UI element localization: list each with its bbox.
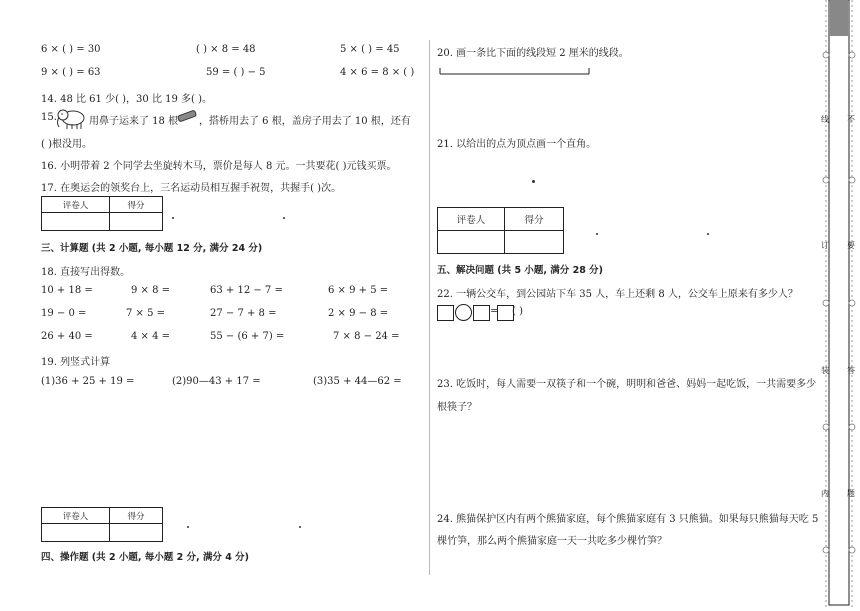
question-21: 21. 以给出的点为顶点画一个直角。 bbox=[437, 139, 597, 150]
given-line-segment bbox=[439, 66, 591, 76]
equals-sign: = bbox=[490, 306, 499, 317]
dot-mark bbox=[299, 526, 301, 528]
question-23-line2: 根筷子？ bbox=[437, 402, 477, 413]
section-4-heading: 四、操作题 (共 2 小题, 每小题 2 分, 满分 4 分) bbox=[41, 552, 249, 563]
dot-mark bbox=[172, 217, 174, 219]
grader-label: 评卷人 bbox=[42, 197, 110, 213]
binding-label: 要 bbox=[847, 241, 855, 250]
eq-1-3: 5 × ( ) = 45 bbox=[340, 44, 400, 55]
eq-2-2: 59 = ( ) − 5 bbox=[206, 67, 266, 78]
question-15-text: 用鼻子运来了 18 根 bbox=[89, 116, 179, 127]
operator-circle[interactable] bbox=[455, 304, 472, 321]
eq-2-3: 4 × 6 = 8 × ( ) bbox=[340, 67, 415, 78]
question-22: 22. 一辆公交车，到公园站下车 35 人，车上还剩 8 人，公交车上原来有多少人？ bbox=[437, 289, 798, 300]
question-18: 18. 直接写出得数。 bbox=[41, 267, 131, 278]
eq-1-2: ( ) × 8 = 48 bbox=[196, 44, 256, 55]
vertical-calc-2: (2)90—43 + 17 = bbox=[172, 376, 261, 387]
calc-1-4: 6 × 9 + 5 = bbox=[328, 285, 389, 296]
calc-1-1: 10 + 18 = bbox=[41, 285, 93, 296]
calc-2-2: 7 × 5 = bbox=[126, 308, 166, 319]
binding-label: 不 bbox=[847, 115, 855, 124]
score-table-2 bbox=[41, 507, 163, 542]
calc-1-3: 63 + 12 − 7 = bbox=[210, 285, 283, 296]
calc-3-2: 4 × 4 = bbox=[131, 331, 171, 342]
section-3-heading: 三、计算题 (共 2 小题, 每小题 12 分, 满分 24 分) bbox=[41, 243, 263, 254]
question-16: 16. 小明带着 2 个同学去坐旋转木马，票价是每人 8 元。一共要花( )元钱买票。 bbox=[41, 161, 397, 172]
score-label: 得分 bbox=[110, 508, 163, 524]
eq-2-1: 9 × ( ) = 63 bbox=[41, 67, 101, 78]
binding-margin bbox=[808, 0, 860, 608]
grader-label: 评卷人 bbox=[438, 208, 505, 231]
calc-2-4: 2 × 9 − 8 = bbox=[328, 308, 389, 319]
calc-3-1: 26 + 40 = bbox=[41, 331, 93, 342]
calc-3-3: 55 − (6 + 7) = bbox=[210, 331, 285, 342]
score-cell[interactable] bbox=[110, 524, 163, 542]
binding-label: 答 bbox=[847, 366, 855, 375]
binding-label: 题 bbox=[847, 489, 855, 498]
question-14: 14. 48 比 61 少( )，30 比 19 多( )。 bbox=[41, 94, 213, 105]
calc-3-4: 7 × 8 − 24 = bbox=[333, 331, 400, 342]
score-label: 得分 bbox=[110, 197, 163, 213]
eq-1-1: 6 × ( ) = 30 bbox=[41, 44, 101, 55]
question-24-line1: 24. 熊猫保护区内有两个熊猫家庭，每个熊猫家庭有 3 只熊猫。如果每只熊猫每天吃 5 bbox=[437, 514, 819, 525]
dot-mark bbox=[283, 217, 285, 219]
section-5-heading: 五、解决问题 (共 5 小题, 满分 28 分) bbox=[437, 265, 603, 276]
score-table-1 bbox=[41, 196, 163, 231]
dot-mark bbox=[707, 233, 709, 235]
binding-guides bbox=[808, 0, 860, 608]
log-picture bbox=[176, 109, 198, 123]
binding-label: 订 bbox=[821, 241, 829, 250]
score-cell[interactable] bbox=[505, 231, 564, 254]
question-23-line1: 23. 吃饭时，每人需要一双筷子和一个碗，明明和爸爸、妈妈一起吃饭，一共需要多少 bbox=[437, 379, 817, 390]
grader-label: 评卷人 bbox=[42, 508, 110, 524]
question-15-prefix: 15. bbox=[41, 112, 57, 123]
grader-cell[interactable] bbox=[42, 213, 110, 231]
score-table-3 bbox=[437, 207, 564, 254]
vertical-calc-3: (3)35 + 44—62 = bbox=[313, 376, 402, 387]
question-17: 17. 在奥运会的领奖台上，三名运动员相互握手祝贺，共握手( )次。 bbox=[41, 183, 342, 194]
vertical-calc-1: (1)36 + 25 + 19 = bbox=[41, 376, 135, 387]
answer-box[interactable] bbox=[473, 305, 490, 321]
score-cell[interactable] bbox=[110, 213, 163, 231]
score-label: 得分 bbox=[505, 208, 564, 231]
calc-2-3: 27 − 7 + 8 = bbox=[210, 308, 277, 319]
binding-label: 线 bbox=[821, 115, 829, 124]
binding-label: 内 bbox=[821, 489, 829, 498]
vertex-point bbox=[532, 180, 535, 183]
grader-cell[interactable] bbox=[42, 524, 110, 542]
elephant-picture bbox=[55, 106, 89, 130]
dot-mark bbox=[187, 526, 189, 528]
question-24-line2: 棵竹笋，那么两个熊猫家庭一天一共吃多少棵竹笋？ bbox=[437, 536, 667, 547]
dot-mark bbox=[596, 233, 598, 235]
column-divider bbox=[429, 40, 430, 575]
calc-1-2: 9 × 8 = bbox=[131, 285, 171, 296]
question-15-tail: ，搭桥用去了 6 根，盖房子用去了 10 根，还有 bbox=[199, 116, 411, 127]
binding-label: 装 bbox=[821, 366, 829, 375]
grader-cell[interactable] bbox=[438, 231, 505, 254]
unit-blank: ( ) bbox=[512, 306, 523, 317]
calc-2-1: 19 − 0 = bbox=[41, 308, 87, 319]
question-15-line2: ( )根没用。 bbox=[41, 139, 92, 150]
answer-box[interactable] bbox=[437, 305, 454, 321]
question-20: 20. 画一条比下面的线段短 2 厘米的线段。 bbox=[437, 48, 629, 59]
question-19: 19. 列竖式计算 bbox=[41, 357, 111, 368]
